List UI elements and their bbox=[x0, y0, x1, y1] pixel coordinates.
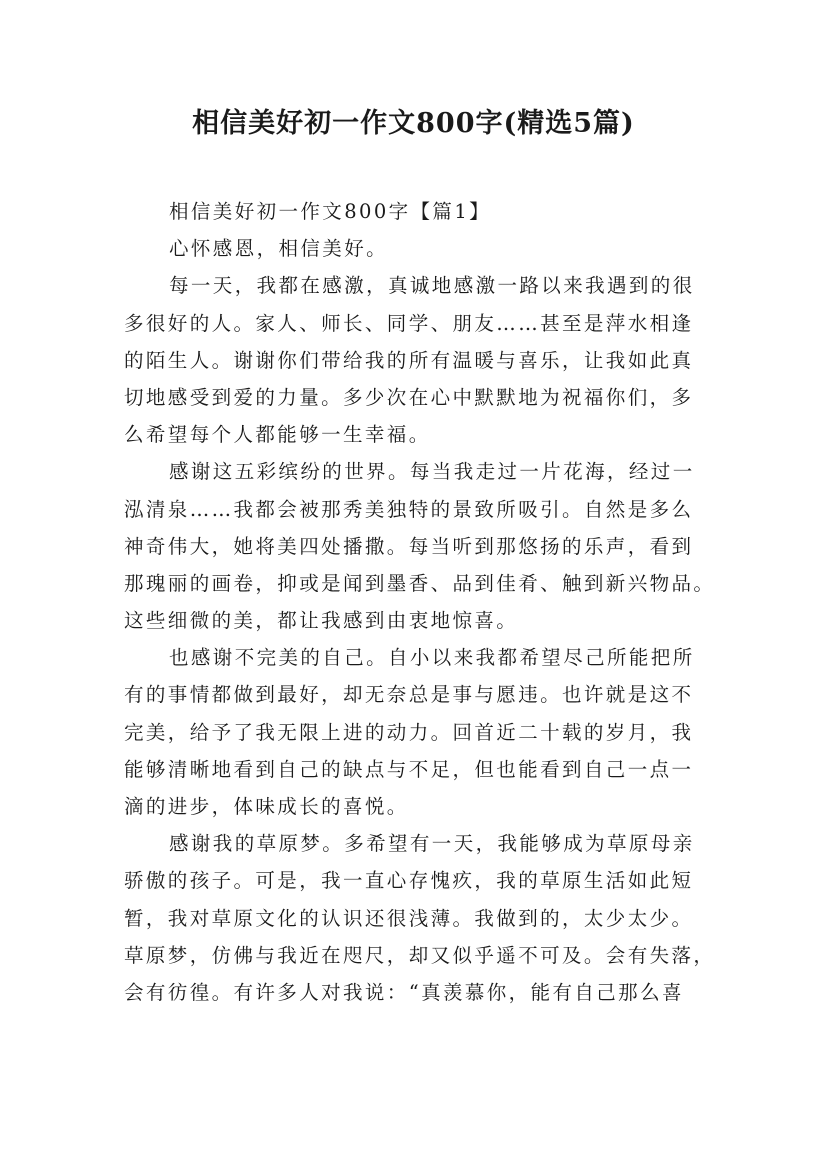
text-line: 骄傲的孩子。可是，我一直心存愧疚，我的草原生活如此短 bbox=[124, 869, 694, 893]
text-line: 感谢这五彩缤纷的世界。每当我走过一片花海，经过一 bbox=[169, 460, 695, 484]
text-line: 草原梦，仿佛与我近在咫尺，却又似乎遥不可及。会有失落， bbox=[124, 943, 716, 967]
text-line: 心怀感恩，相信美好。 bbox=[169, 237, 389, 261]
text-line: 也感谢不完美的自己。自小以来我都希望尽己所能把所 bbox=[169, 646, 695, 670]
text-line: 滴的进步，体味成长的喜悦。 bbox=[124, 795, 409, 818]
document-title: 相信美好初一作文800字(精选5篇) bbox=[192, 108, 635, 139]
document-body bbox=[124, 196, 716, 1014]
text-line: 能够清晰地看到自己的缺点与不足，但也能看到自己一点一 bbox=[124, 757, 694, 781]
text-line: 的陌生人。谢谢你们带给我的所有温暖与喜乐，让我如此真 bbox=[124, 348, 694, 372]
text-line: 会有彷徨。有许多人对我说：“真羡慕你，能有自己那么喜 bbox=[124, 980, 684, 1004]
text-line: 多很好的人。家人、师长、同学、朋友……甚至是萍水相逢 bbox=[124, 311, 694, 335]
text-line: 暂，我对草原文化的认识还很浅薄。我做到的，太少太少。 bbox=[124, 906, 694, 930]
text-line: 相信美好初一作文800字【篇1】 bbox=[169, 200, 492, 223]
text-line: 感谢我的草原梦。多希望有一天，我能够成为草原母亲 bbox=[169, 832, 695, 856]
text-line: 切地感受到爱的力量。多少次在心中默默地为祝福你们，多 bbox=[124, 385, 694, 409]
text-line: 泓清泉……我都会被那秀美独特的景致所吸引。自然是多么 bbox=[124, 497, 694, 521]
text-line: 么希望每个人都能够一生幸福。 bbox=[124, 423, 431, 447]
text-line: 有的事情都做到最好，却无奈总是事与愿违。也许就是这不 bbox=[124, 683, 694, 707]
text-line: 神奇伟大，她将美四处播撒。每当听到那悠扬的乐声，看到 bbox=[124, 534, 694, 558]
text-line: 这些细微的美，都让我感到由衷地惊喜。 bbox=[124, 609, 519, 633]
text-line: 每一天，我都在感激，真诚地感激一路以来我遇到的很 bbox=[169, 274, 695, 298]
text-line: 完美，给予了我无限上进的动力。回首近二十载的岁月，我 bbox=[124, 720, 694, 744]
text-line: 那瑰丽的画卷，抑或是闻到墨香、品到佳肴、触到新兴物品。 bbox=[124, 571, 716, 595]
